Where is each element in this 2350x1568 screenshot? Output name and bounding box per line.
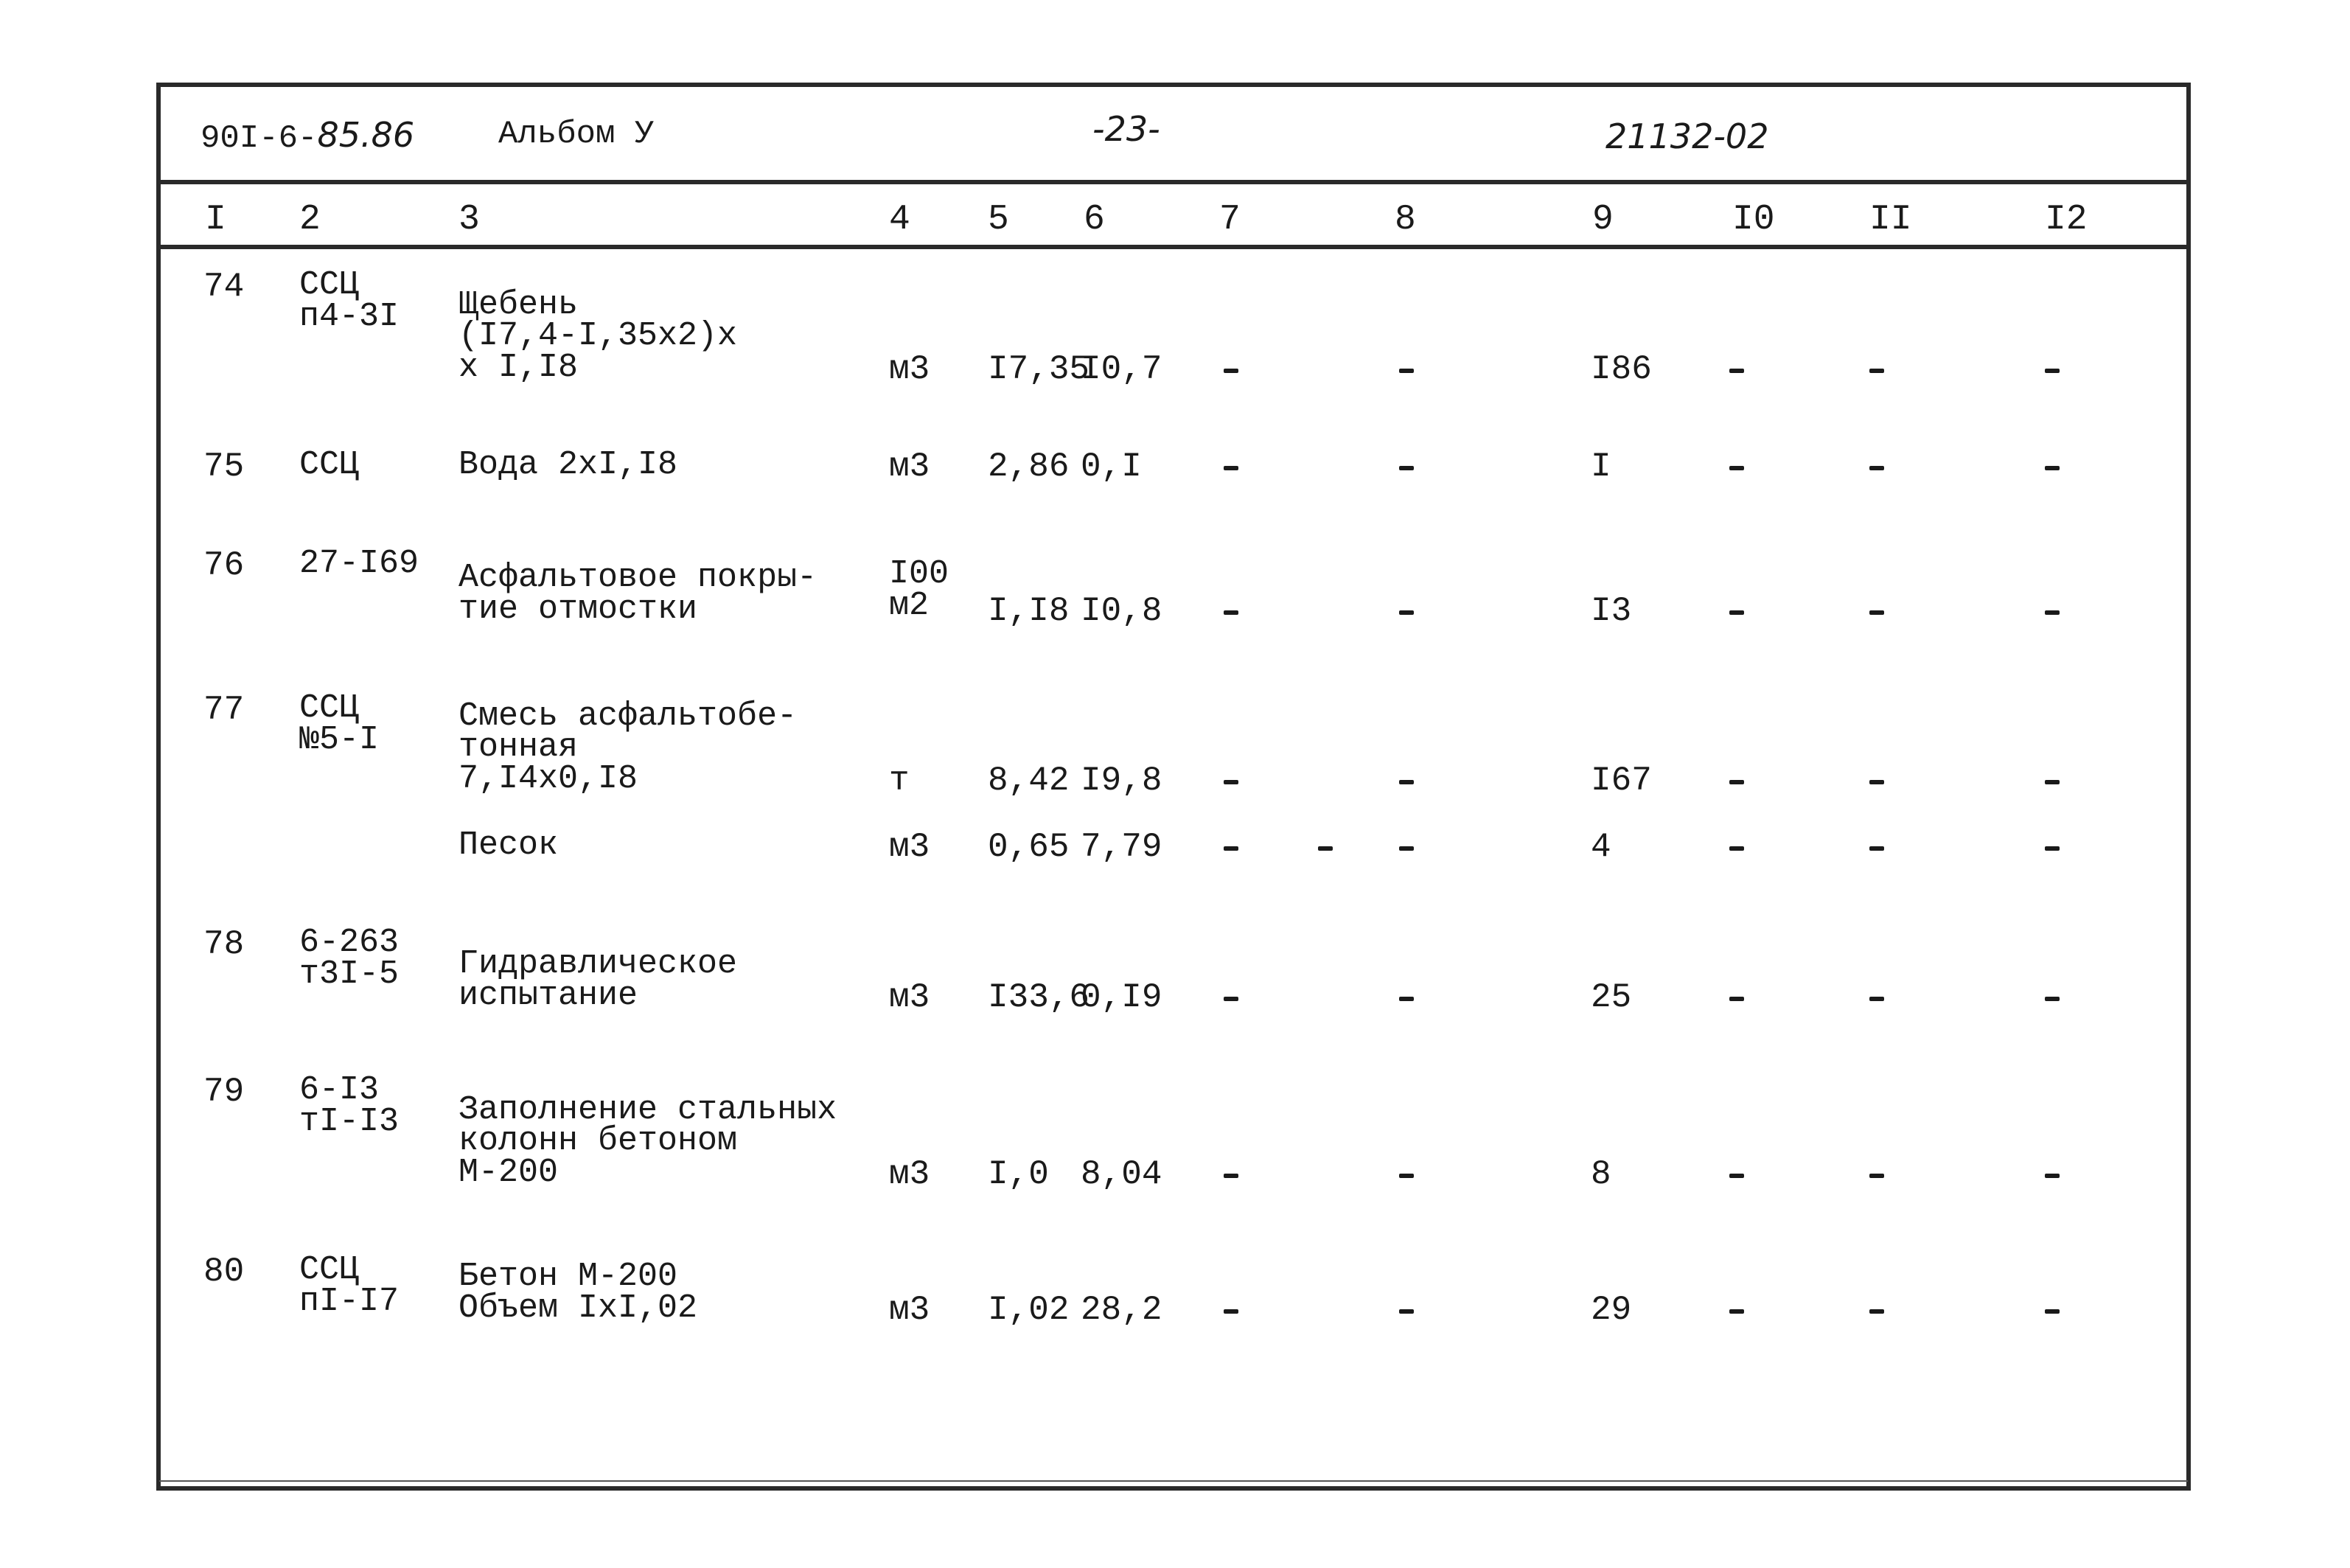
row-col5: 2,86 xyxy=(988,447,1070,486)
dash-col12 xyxy=(2045,466,2060,470)
row-col5: 8,42 xyxy=(988,762,1070,800)
dash-col7 xyxy=(1224,997,1238,1001)
dash-col11 xyxy=(1869,1309,1884,1314)
row-col6: 0,I xyxy=(1081,447,1142,486)
column-header-rule xyxy=(161,245,2186,249)
dash-col7 xyxy=(1224,1309,1238,1314)
row-col9: I86 xyxy=(1591,350,1652,388)
dash-col10 xyxy=(1729,610,1744,615)
dash-col11 xyxy=(1869,610,1884,615)
row-col6: I0,8 xyxy=(1081,592,1162,630)
row-number: 80 xyxy=(203,1252,245,1291)
row-col9: 29 xyxy=(1591,1291,1632,1329)
dash-col7b xyxy=(1318,846,1333,851)
col-header-8: 8 xyxy=(1395,200,1416,240)
dash-col10 xyxy=(1729,1174,1744,1178)
col-header-9: 9 xyxy=(1592,200,1614,240)
row-col6: I9,8 xyxy=(1081,762,1162,800)
row-code: 27-I69 xyxy=(299,545,419,582)
dash-col7 xyxy=(1224,466,1238,470)
dash-col8 xyxy=(1399,369,1414,373)
col-header-4: 4 xyxy=(889,200,910,240)
row-number: 74 xyxy=(203,268,245,306)
row-name: Заполнение стальных колонн бетоном М-200 xyxy=(459,1090,837,1191)
dash-col8 xyxy=(1399,466,1414,470)
col-header-2: 2 xyxy=(299,200,321,240)
row-number: 75 xyxy=(203,447,245,486)
row-number: 77 xyxy=(203,691,245,729)
dash-col10 xyxy=(1729,846,1744,851)
row-col9: I67 xyxy=(1591,762,1652,800)
col-header-1: I xyxy=(205,200,226,240)
row-unit: м3 xyxy=(889,828,930,866)
row-code: ССЦ xyxy=(299,446,360,484)
dash-col11 xyxy=(1869,369,1884,373)
dash-col8 xyxy=(1399,846,1414,851)
dash-col12 xyxy=(2045,610,2060,615)
dash-col8 xyxy=(1399,1174,1414,1178)
dash-col12 xyxy=(2045,997,2060,1001)
col-header-10: I0 xyxy=(1732,200,1775,240)
row-code: ССЦ №5-I xyxy=(299,689,380,759)
row-unit: м3 xyxy=(889,978,930,1017)
dash-col10 xyxy=(1729,466,1744,470)
document-number: 21132-02 xyxy=(1605,116,1769,156)
row-col9: 25 xyxy=(1591,978,1632,1017)
row-col5: I7,35 xyxy=(988,350,1090,388)
row-col9: I3 xyxy=(1591,592,1632,630)
dash-col7 xyxy=(1224,1174,1238,1178)
row-col5: 0,65 xyxy=(988,828,1070,866)
dash-col11 xyxy=(1869,466,1884,470)
dash-col7 xyxy=(1224,610,1238,615)
dash-col10 xyxy=(1729,997,1744,1001)
row-unit: м3 xyxy=(889,350,930,388)
row-unit: м3 xyxy=(889,447,930,486)
row-name: Песок xyxy=(459,826,559,864)
dash-col11 xyxy=(1869,997,1884,1001)
row-name: Смесь асфальтобе- тонная 7,I4x0,I8 xyxy=(459,697,798,798)
row-col6: 8,04 xyxy=(1081,1155,1162,1194)
col-header-6: 6 xyxy=(1084,200,1105,240)
row-name: Вода 2xI,I8 xyxy=(459,446,678,484)
doc-code-printed: 90I-6- xyxy=(201,120,318,157)
row-col5: I,0 xyxy=(988,1155,1049,1194)
row-col5: I,I8 xyxy=(988,592,1070,630)
dash-col8 xyxy=(1399,780,1414,784)
row-number: 78 xyxy=(203,925,245,964)
dash-col11 xyxy=(1869,846,1884,851)
dash-col11 xyxy=(1869,1174,1884,1178)
doc-code-handwritten: 85.86 xyxy=(317,115,415,155)
col-header-3: 3 xyxy=(459,200,480,240)
doc-code xyxy=(201,115,415,157)
dash-col12 xyxy=(2045,369,2060,373)
row-unit: I00 м2 xyxy=(889,555,949,624)
page-number: -23- xyxy=(1092,109,1160,149)
col-header-11: II xyxy=(1869,200,1912,240)
header-rule xyxy=(161,180,2186,184)
dash-col12 xyxy=(2045,1174,2060,1178)
row-col9: I xyxy=(1591,447,1611,486)
col-header-7: 7 xyxy=(1219,200,1241,240)
row-col9: 8 xyxy=(1591,1155,1611,1194)
row-name: Асфальтовое покры- тие отмостки xyxy=(459,559,817,628)
col-header-12: I2 xyxy=(2045,200,2088,240)
dash-col12 xyxy=(2045,846,2060,851)
album-label: Альбом У xyxy=(498,116,655,153)
row-code: 6-263 т3I-5 xyxy=(299,924,400,993)
row-name: Щебень (I7,4-I,35x2)x x I,I8 xyxy=(459,285,738,386)
row-col6: 7,79 xyxy=(1081,828,1162,866)
dash-col10 xyxy=(1729,1309,1744,1314)
row-col9: 4 xyxy=(1591,828,1611,866)
row-unit: т xyxy=(889,762,910,800)
dash-col11 xyxy=(1869,780,1884,784)
dash-col8 xyxy=(1399,610,1414,615)
dash-col8 xyxy=(1399,997,1414,1001)
dash-col10 xyxy=(1729,780,1744,784)
row-code: ССЦ п4-3I xyxy=(299,266,400,335)
row-col6: 0,I9 xyxy=(1081,978,1162,1017)
dash-col12 xyxy=(2045,1309,2060,1314)
row-name: Бетон М-200 Объем IxI,02 xyxy=(459,1258,698,1327)
row-number: 79 xyxy=(203,1073,245,1111)
row-unit: м3 xyxy=(889,1155,930,1194)
row-col5: I,02 xyxy=(988,1291,1070,1329)
dash-col7 xyxy=(1224,780,1238,784)
row-col5: I33,6 xyxy=(988,978,1090,1017)
dash-col8 xyxy=(1399,1309,1414,1314)
dash-col7 xyxy=(1224,369,1238,373)
row-name: Гидравлическое испытание xyxy=(459,945,738,1014)
dash-col7 xyxy=(1224,846,1238,851)
dash-col12 xyxy=(2045,780,2060,784)
row-col6: I0,7 xyxy=(1081,350,1162,388)
row-col6: 28,2 xyxy=(1081,1291,1162,1329)
col-header-5: 5 xyxy=(988,200,1009,240)
row-number: 76 xyxy=(203,546,245,585)
dash-col10 xyxy=(1729,369,1744,373)
row-code: 6-I3 тI-I3 xyxy=(299,1071,400,1140)
row-code: ССЦ пI-I7 xyxy=(299,1251,400,1320)
row-unit: м3 xyxy=(889,1291,930,1329)
